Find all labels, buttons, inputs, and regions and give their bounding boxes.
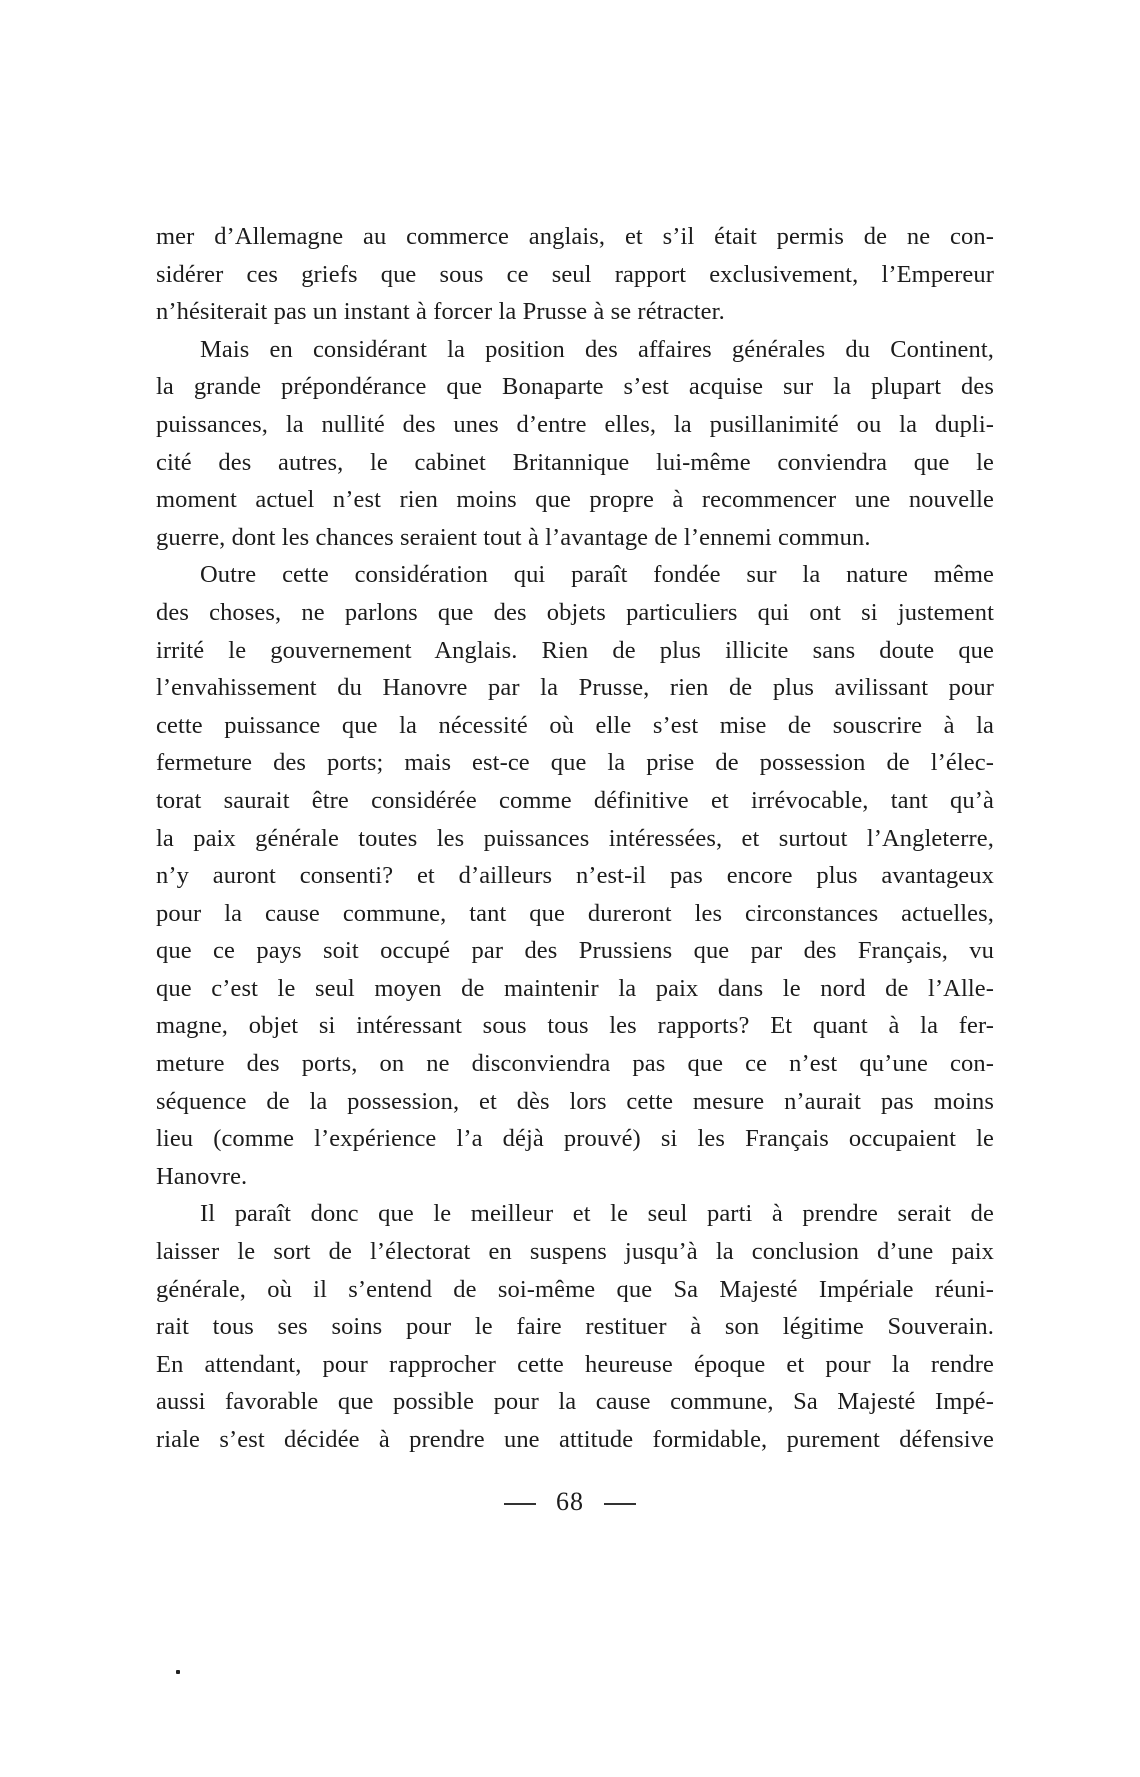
folio-dash-right	[604, 1503, 636, 1505]
text-line: pour la cause commune, tant que dureront les circonstances actuelles,	[156, 899, 994, 927]
scan-speck	[176, 1670, 180, 1674]
text-line: cette puissance que la nécessité où elle s’est mise de souscrire à la	[156, 711, 994, 739]
text-line: riale s’est décidée à prendre une attitude formidable, purement défensive	[156, 1426, 994, 1453]
text-line: des choses, ne parlons que des objets particuliers qui ont si justement	[156, 598, 994, 626]
text-line: mer d’Allemagne au commerce anglais, et s’il était permis de ne con-	[156, 223, 994, 250]
text-line: sidérer ces griefs que sous ce seul rapport exclusivement, l’Empereur	[156, 260, 994, 288]
text-line: Mais en considérant la position des affaires générales du Continent,	[200, 335, 994, 363]
text-line: l’envahissement du Hanovre par la Prusse, rien de plus avilissant pour	[156, 674, 994, 702]
text-line: la grande prépondérance que Bonaparte s’est acquise sur la plupart des	[156, 373, 994, 401]
page-number: 68	[556, 1487, 584, 1516]
text-line: meture des ports, on ne disconviendra pas que ce n’est qu’une con-	[156, 1050, 994, 1078]
text-line: moment actuel n’est rien moins que propre à recommencer une nouvelle	[156, 486, 994, 514]
text-line: la paix générale toutes les puissances intéressées, et surtout l’Angleterre,	[156, 824, 994, 852]
text-line: aussi favorable que possible pour la cause commune, Sa Majesté Impé-	[156, 1388, 994, 1416]
text-line: laisser le sort de l’électorat en suspens jusqu’à la conclusion d’une paix	[156, 1238, 994, 1266]
text-line: séquence de la possession, et dès lors cette mesure n’aurait pas moins	[156, 1087, 994, 1115]
text-line: n’y auront consenti? et d’ailleurs n’est-il pas encore plus avantageux	[156, 862, 994, 890]
text-line: rait tous ses soins pour le faire restituer à son légitime Souverain.	[156, 1313, 994, 1341]
text-line: torat saurait être considérée comme définitive et irrévocable, tant qu’à	[156, 786, 994, 814]
text-line: En attendant, pour rapprocher cette heureuse époque et pour la rendre	[156, 1350, 994, 1378]
text-line: Hanovre.	[156, 1162, 248, 1190]
text-line: Outre cette considération qui paraît fondée sur la nature même	[200, 561, 994, 589]
text-line: n’hésiterait pas un instant à forcer la Prusse à se rétracter.	[156, 298, 725, 326]
page-folio	[0, 1487, 1140, 1517]
text-line: puissances, la nullité des unes d’entre elles, la pusillanimité ou la dupli-	[156, 410, 994, 438]
text-line: irrité le gouvernement Anglais. Rien de plus illicite sans doute que	[156, 636, 994, 664]
text-line: que ce pays soit occupé par des Prussiens que par des Français, vu	[156, 937, 994, 965]
page-body	[156, 218, 994, 1459]
text-line: que c’est le seul moyen de maintenir la paix dans le nord de l’Alle-	[156, 974, 994, 1002]
text-line: lieu (comme l’expérience l’a déjà prouvé) si les Français occupaient le	[156, 1125, 994, 1153]
text-line: Il paraît donc que le meilleur et le seul parti à prendre serait de	[200, 1200, 994, 1228]
text-line: générale, où il s’entend de soi-même que Sa Majesté Impériale réuni-	[156, 1275, 994, 1303]
folio-dash-left	[504, 1503, 536, 1505]
text-line: cité des autres, le cabinet Britannique lui-même conviendra que le	[156, 448, 994, 476]
text-line: guerre, dont les chances seraient tout à l’avantage de l’ennemi commun.	[156, 523, 871, 551]
text-line: magne, objet si intéressant sous tous les rapports? Et quant à la fer-	[156, 1012, 994, 1040]
text-line: fermeture des ports; mais est-ce que la prise de possession de l’élec-	[156, 749, 994, 777]
